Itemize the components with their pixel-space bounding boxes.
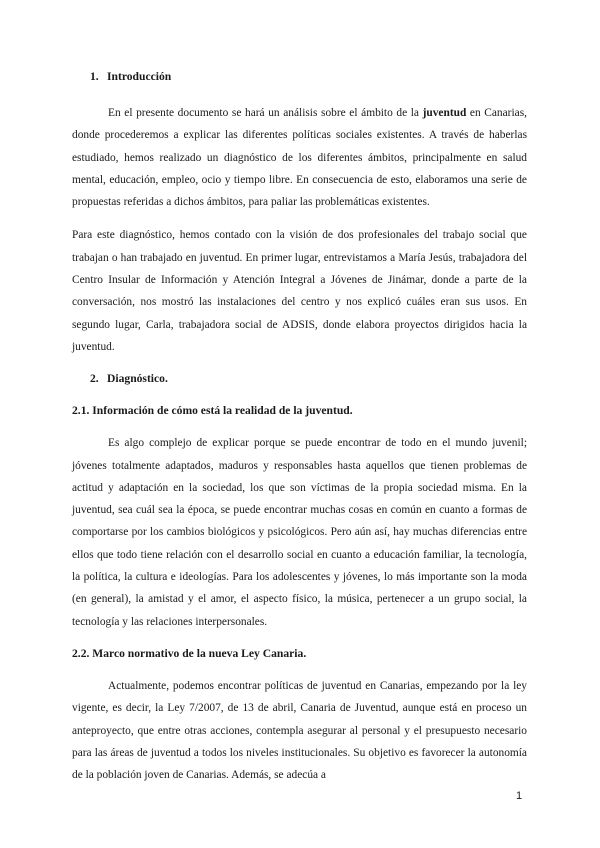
- intro-paragraph-2: Para este diagnóstico, hemos contado con la visión de dos profesionales del trabajo social que trabajan o han trabajado en juventud. En primer lugar, entrevistamos a María Jesús, trabajadora del Centro Insular de Información y Atención Integral a Jóvenes de Jinámar, donde a parte de la conversación, nos mostró las instalaciones del centro y nos explicó cuáles eran sus usos. En segundo lugar, Carla, trabajadora social de ADSIS, donde elabora proyectos dirigidos hacia la juventud.: [72, 229, 527, 353]
- intro-paragraph-1: [72, 102, 527, 213]
- intro-text-end: en Canarias, donde procederemos a explicar las diferentes políticas sociales existentes. A través de haberlas estudiado, hemos realizado un diagnóstico de los diferentes ámbitos, principalmente en salud mental, educación, empleo, ocio y tiempo libre. En consecuencia de esto, elaboramos una serie de propuestas referidas a dichos ámbitos, para paliar las problemáticas existentes.: [72, 107, 527, 209]
- subsection-2-1-paragraph: Es algo complejo de explicar porque se puede encontrar de todo en el mundo juvenil; jóvenes totalmente adaptados, maduros y responsables hasta aquellos que tienen problemas de actitud y adaptación en la sociedad, los que son víctimas de la propia sociedad misma. En la juventud, sea cuál sea la época, se puede encontrar muchas cosas en común en cuanto a formas de comportarse por los cambios biológicos y psicológicos. Pero aún así, hay muchas diferencias entre ellos que todo tiene relación con el desarrollo social en cuanto a educación familiar, la tecnología, la política, la cultura e ideologías. Para los adolescentes y jóvenes, lo más importante son la moda (en general), la amistad y el amor, el aspecto físico, la música, pertenecer a un grupo social, la tecnología y las relaciones interpersonales.: [72, 437, 527, 628]
- subsection-heading-2-2: 2.2. Marco normativo de la nueva Ley Canaria.: [72, 646, 307, 660]
- section-number: 2.: [90, 372, 99, 386]
- subsection-2-2-paragraph: Actualmente, podemos encontrar políticas de juventud en Canarias, empezando por la ley vigente, es decir, la Ley 7/2007, de 13 de abril, Canaria de Juventud, aunque está en proceso un anteproyecto, que entre otras acciones, contempla asegurar al personal y el presupuesto necesario para las áreas de juventud a todos los niveles institucionales. Su objetivo es favorecer la autonomía de la población joven de Canarias. Además, se adecúa a: [72, 679, 527, 782]
- section-heading-diagnostico: [90, 368, 527, 390]
- page-number: 1: [516, 790, 523, 802]
- subsection-heading-2-1: 2.1. Información de cómo está la realidad de la juventud.: [72, 404, 353, 418]
- section-title: Introducción: [107, 70, 172, 83]
- page-content: [72, 66, 527, 786]
- section-heading-introduccion: [90, 66, 527, 88]
- intro-bold-term: juventud: [422, 107, 467, 119]
- section-title: Diagnóstico.: [107, 372, 168, 386]
- section-number: 1.: [90, 70, 99, 83]
- intro-text-start: En el presente documento se hará un análisis sobre el ámbito de la: [108, 107, 423, 119]
